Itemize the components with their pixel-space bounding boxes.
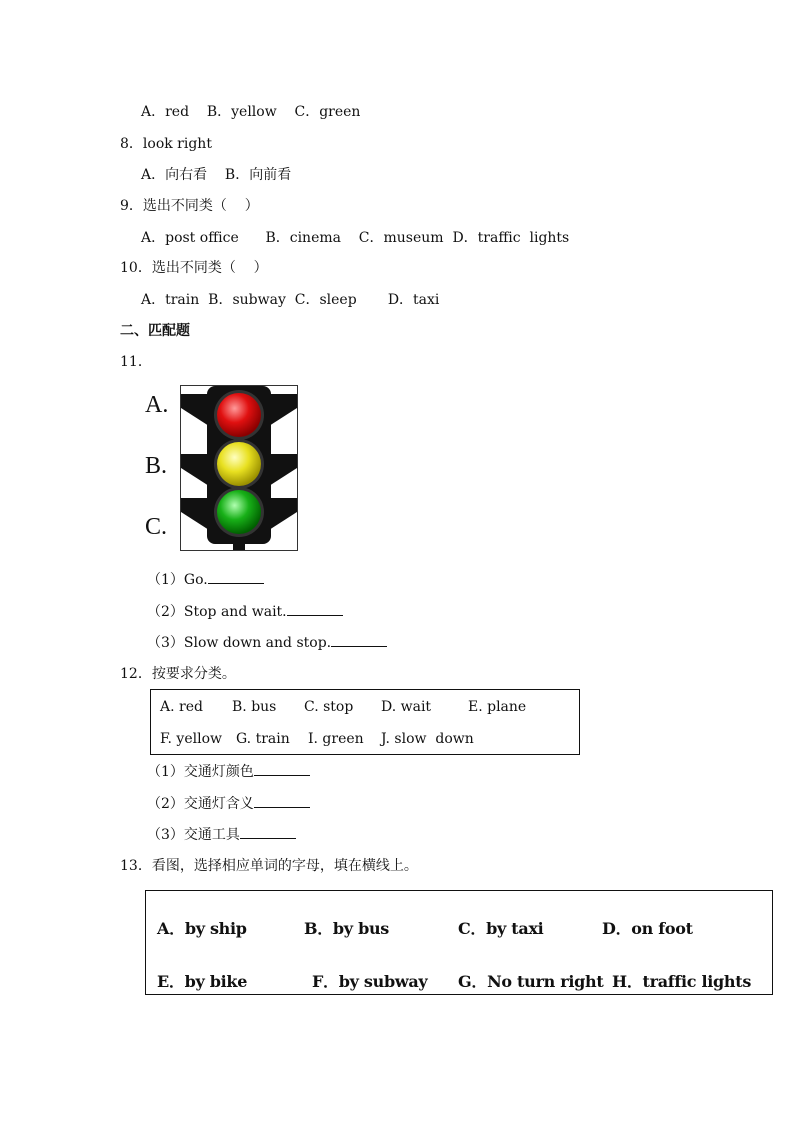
- green-light-icon: [217, 490, 261, 534]
- traffic-light-icon: [181, 386, 297, 550]
- word-option: G. train: [236, 731, 290, 747]
- word-option: B．by bus: [304, 919, 390, 938]
- section-heading: 二、匹配题: [120, 323, 190, 339]
- light-label-b: B.: [145, 453, 168, 479]
- q7-options: A．red B．yellow C．green: [141, 104, 361, 120]
- light-label-a: A.: [145, 392, 169, 418]
- q11-item-3: （3）Slow down and stop.: [147, 634, 387, 652]
- q12-question: 12．按要求分类。: [120, 666, 236, 682]
- q11-item-1: （1）Go.: [147, 571, 264, 589]
- answer-blank[interactable]: [240, 826, 296, 839]
- word-option: B. bus: [232, 699, 277, 715]
- answer-blank[interactable]: [287, 603, 343, 616]
- word-option: D．on foot: [602, 919, 693, 938]
- q11-item-2: （2）Stop and wait.: [147, 603, 343, 621]
- word-option: E．by bike: [157, 972, 248, 991]
- answer-blank[interactable]: [254, 795, 310, 808]
- q12-item-3: （3）交通工具: [147, 826, 296, 844]
- word-option: G．No turn right: [458, 972, 604, 991]
- word-option: H．traffic lights: [612, 972, 752, 991]
- word-option: C．by taxi: [458, 919, 544, 938]
- q12-item-1: （1）交通灯颜色: [147, 763, 310, 781]
- word-option: A. red: [160, 699, 203, 715]
- word-option: I. green: [308, 731, 364, 747]
- answer-blank[interactable]: [331, 634, 387, 647]
- q10-question: 10．选出不同类（ ）: [120, 260, 268, 276]
- answer-blank[interactable]: [254, 763, 310, 776]
- answer-blank[interactable]: [208, 571, 264, 584]
- traffic-light-image: [180, 385, 298, 551]
- light-label-c: C.: [145, 514, 168, 540]
- q13-word-box: [145, 890, 773, 995]
- word-option: E. plane: [468, 699, 527, 715]
- yellow-light-icon: [217, 442, 261, 486]
- q12-item-2: （2）交通灯含义: [147, 795, 310, 813]
- word-option: F．by subway: [312, 972, 428, 991]
- word-option: C. stop: [304, 699, 354, 715]
- red-light-icon: [217, 393, 261, 437]
- q9-options: A．post office B．cinema C．museum D．traffic lights: [141, 230, 570, 246]
- q8-question: 8．look right: [120, 136, 212, 152]
- q11-number: 11．: [120, 354, 152, 370]
- q13-question: 13．看图，选择相应单词的字母，填在横线上。: [120, 858, 418, 874]
- q9-question: 9．选出不同类（ ）: [120, 198, 259, 214]
- word-option: D. wait: [381, 699, 432, 715]
- q10-options: A．train B．subway C．sleep D．taxi: [141, 292, 440, 308]
- word-option: J. slow down: [381, 731, 474, 747]
- q12-word-box: [150, 689, 580, 755]
- q8-options: A．向右看 B．向前看: [141, 167, 292, 183]
- word-option: A．by ship: [157, 919, 247, 938]
- word-option: F. yellow: [160, 731, 222, 747]
